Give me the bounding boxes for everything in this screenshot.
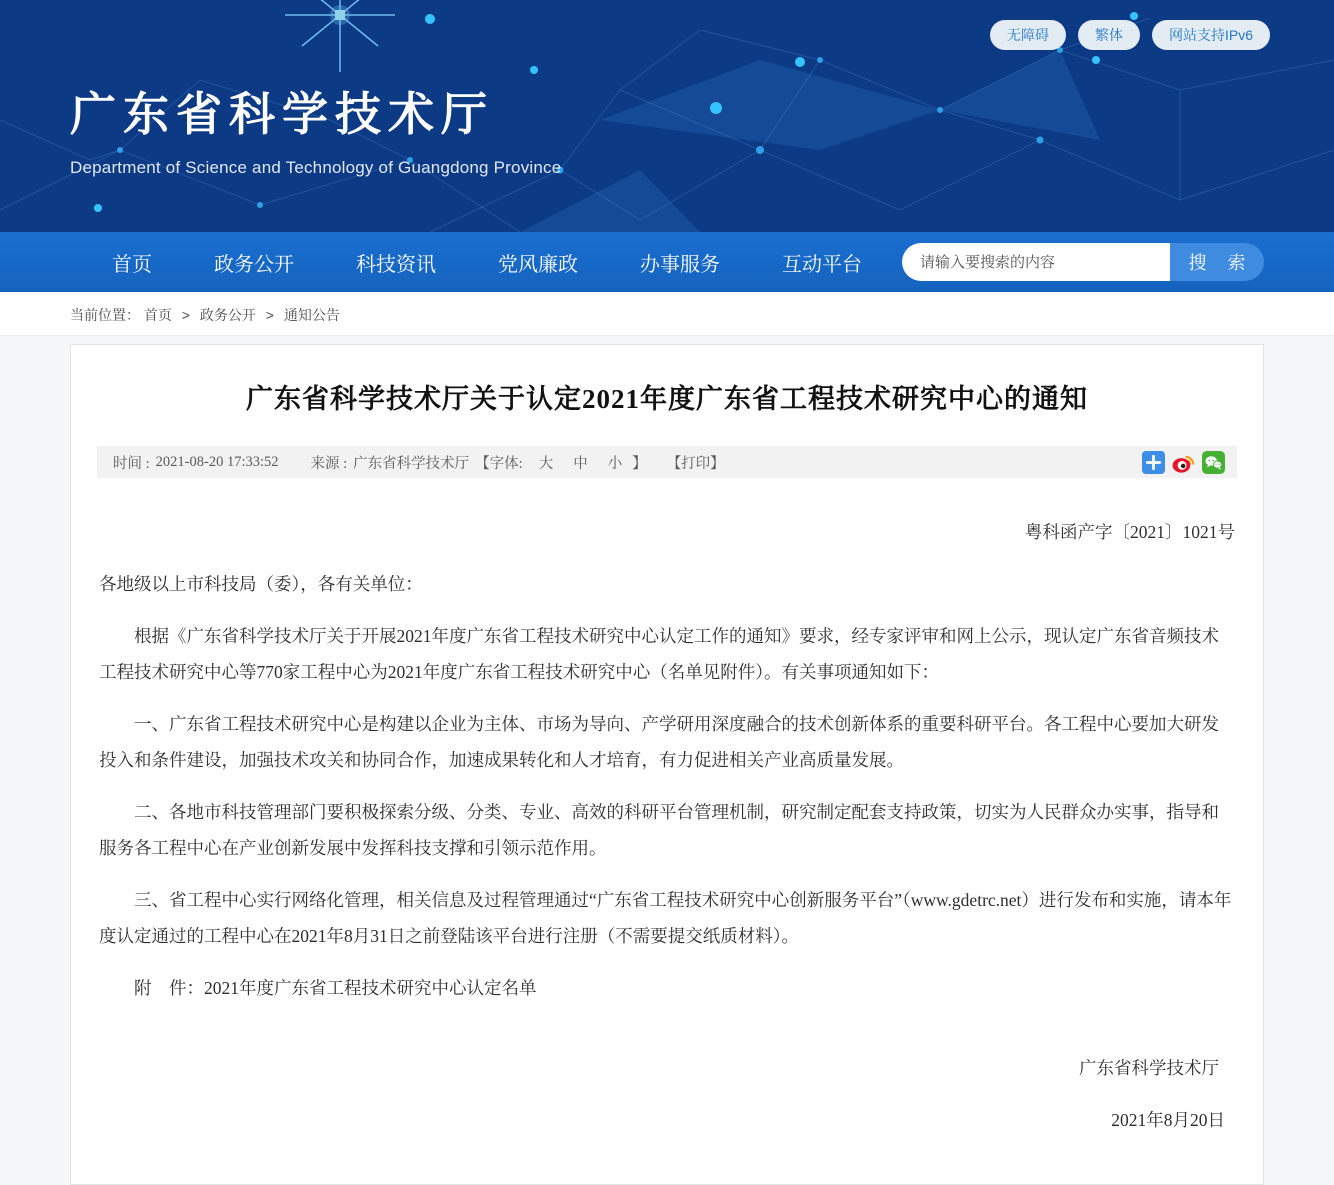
wechat-icon[interactable] [1202, 451, 1225, 474]
site-identity [70, 78, 561, 178]
site-subtitle-english: Department of Science and Technology of Guangdong Province [70, 158, 562, 177]
font-size-large-button[interactable]: 大 [538, 455, 554, 472]
font-size-medium-button[interactable]: 中 [573, 455, 588, 472]
breadcrumb-home-link[interactable]: 首页 [143, 307, 172, 323]
meta-time-label: 时间 : [113, 455, 150, 472]
document-number: 粤科函产字〔2021〕1021号 [1025, 522, 1235, 542]
article-card [70, 344, 1264, 1185]
paragraph-item-2: 二、各地市科技管理部门要积极探索分级、分类、专业、高效的科研平台管理机制，研究制定配套支持政策，切实为人民群众办实事，指导和服务各工程中心在产业创新发展中发挥科技支撑和引领示范作用。 [99, 802, 1219, 858]
traditional-chinese-button[interactable]: 繁体 [1078, 20, 1140, 50]
meta-font-label: 【字体: [475, 455, 523, 472]
article-title: 广东省科学技术厅关于认定2021年度广东省工程技术研究中心的通知 [246, 384, 1088, 414]
signature-org: 广东省科学技术厅 [1079, 1058, 1219, 1078]
ipv6-badge[interactable]: 网站支持IPv6 [1152, 20, 1270, 50]
salutation: 各地级以上市科技局（委），各有关单位： [99, 574, 423, 594]
meta-time-value: 2021-08-20 17:33:52 [155, 453, 279, 470]
font-size-small-button[interactable]: 小 [607, 455, 623, 472]
article-body [97, 514, 1237, 1138]
star-burst-decoration [285, 0, 395, 72]
weibo-icon[interactable] [1172, 451, 1195, 474]
paragraph-item-3: 三、省工程中心实行网络化管理，相关信息及过程管理通过“广东省工程技术研究中心创新服务平台”（www.gdetrc.net）进行发布和实施，请本年度认定通过的工程中心在2021年8月31日之前登陆该平台进行注册（不需要提交纸质材料）。 [99, 890, 1232, 946]
paragraph-intro: 根据《广东省科学技术厅关于开展2021年度广东省工程技术研究中心认定工作的通知》要求，经专家评审和网上公示，现认定广东省音频技术工程技术研究中心等770家工程中心为2021年度广东省工程技术研究中心（名单见附件）。有关事项通知如下： [99, 626, 1219, 682]
search-button[interactable]: 搜 索 [1170, 243, 1264, 281]
nav-item-party-integrity[interactable]: 党风廉政 [498, 253, 578, 276]
breadcrumb [70, 292, 1264, 325]
paragraph-item-1: 一、广东省工程技术研究中心是构建以企业为主体、市场为导向、产学研用深度融合的技术创新体系的重要科研平台。各工程中心要加大研发投入和条件建设，加强技术攻关和协同合作，加速成果转化和人才培育，有力促进相关产业高质量发展。 [99, 714, 1219, 770]
meta-source-value: 广东省科学技术厅 [353, 455, 470, 472]
accessibility-button[interactable]: 无障碍 [990, 20, 1066, 50]
site-search [902, 243, 1264, 281]
meta-font-label-end: 】 [632, 455, 647, 472]
article-meta-bar [97, 446, 1237, 478]
breadcrumb-gov-disclosure-link[interactable]: 政务公开 [199, 307, 256, 323]
nav-item-home[interactable]: 首页 [112, 253, 152, 276]
breadcrumb-separator: > [265, 307, 274, 323]
attachment-line: 附 件：2021年度广东省工程技术研究中心认定名单 [134, 978, 537, 998]
nav-item-gov-disclosure[interactable]: 政务公开 [214, 253, 294, 276]
search-input[interactable] [902, 243, 1170, 281]
breadcrumb-label: 当前位置： [70, 307, 140, 323]
print-button[interactable]: 【打印】 [666, 455, 725, 472]
site-title: 广东省科学技术厅 [70, 88, 494, 140]
site-banner [0, 0, 1334, 232]
share-plus-icon[interactable] [1142, 451, 1165, 474]
nav-item-sci-tech-news[interactable]: 科技资讯 [356, 253, 436, 276]
breadcrumb-separator: > [181, 307, 190, 323]
main-navigation [0, 232, 1334, 292]
meta-source-label: 来源 : [310, 455, 348, 472]
share-toolbar [1142, 451, 1225, 474]
breadcrumb-notices-link[interactable]: 通知公告 [283, 307, 340, 323]
nav-item-interactive-platform[interactable]: 互动平台 [782, 253, 862, 276]
breadcrumb-row [0, 292, 1334, 336]
signature-date: 2021年8月20日 [1111, 1110, 1225, 1130]
nav-item-services[interactable]: 办事服务 [640, 253, 720, 276]
utility-bar [990, 20, 1270, 50]
